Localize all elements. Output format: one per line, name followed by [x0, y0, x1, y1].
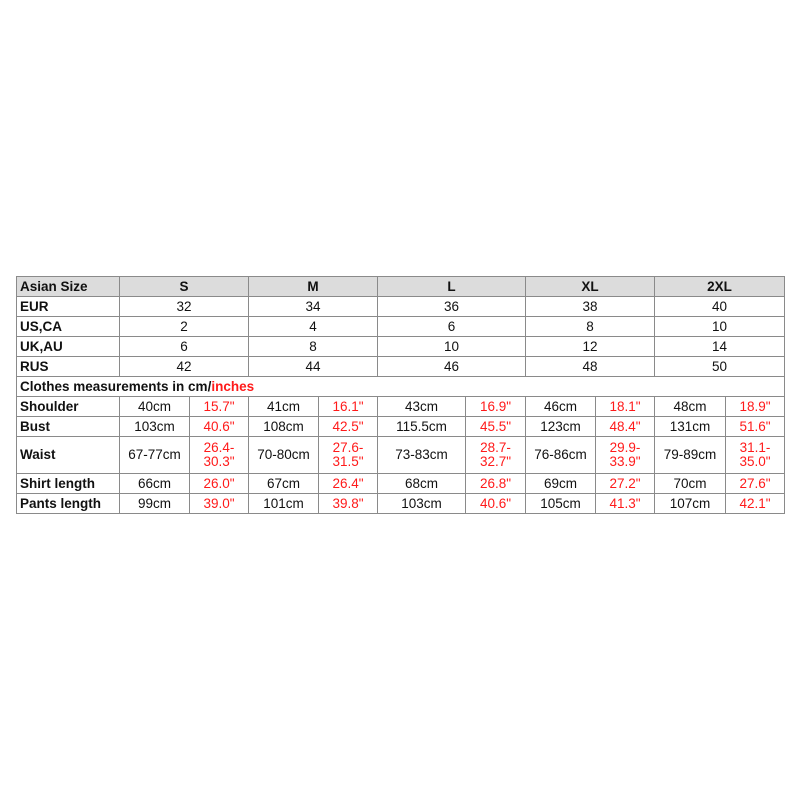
measurement-row [17, 437, 785, 474]
conversion-label: US,CA [17, 317, 120, 337]
conversion-row [17, 317, 785, 337]
conversion-value: 50 [655, 357, 785, 377]
measurement-inch-value: 28.7-32.7" [466, 437, 526, 474]
measurement-cm-value: 103cm [378, 494, 466, 514]
size-s: S [120, 277, 249, 297]
measurement-cm-value: 69cm [526, 474, 596, 494]
measurement-label: Waist [17, 437, 120, 474]
measurement-inch-value: 29.9-33.9" [596, 437, 655, 474]
measurement-cm-value: 99cm [120, 494, 190, 514]
measurement-inch-value: 48.4" [596, 417, 655, 437]
conversion-row [17, 297, 785, 317]
measurement-inch-value: 27.6-31.5" [319, 437, 378, 474]
conversion-value: 38 [526, 297, 655, 317]
conversion-value: 10 [655, 317, 785, 337]
conversion-value: 12 [526, 337, 655, 357]
conversion-value: 46 [378, 357, 526, 377]
measurement-cm-value: 101cm [249, 494, 319, 514]
conversion-value: 40 [655, 297, 785, 317]
measurement-inch-value: 40.6" [466, 494, 526, 514]
measurements-section-title [17, 377, 785, 397]
measurement-cm-value: 123cm [526, 417, 596, 437]
measurement-row [17, 417, 785, 437]
size-chart-table [16, 276, 785, 514]
measurement-rows [17, 397, 785, 514]
measurement-inch-value: 51.6" [726, 417, 785, 437]
measurement-cm-value: 131cm [655, 417, 726, 437]
conversion-value: 36 [378, 297, 526, 317]
size-m: M [249, 277, 378, 297]
measurement-cm-value: 70cm [655, 474, 726, 494]
measurement-inch-value: 41.3" [596, 494, 655, 514]
conversion-label: UK,AU [17, 337, 120, 357]
measurement-cm-value: 68cm [378, 474, 466, 494]
measurement-cm-value: 76-86cm [526, 437, 596, 474]
conversion-value: 6 [378, 317, 526, 337]
measurement-cm-value: 48cm [655, 397, 726, 417]
conversion-value: 42 [120, 357, 249, 377]
conversion-rows [17, 297, 785, 377]
measurement-inch-value: 26.4-30.3" [190, 437, 249, 474]
conversion-value: 32 [120, 297, 249, 317]
conversion-value: 10 [378, 337, 526, 357]
measurement-cm-value: 66cm [120, 474, 190, 494]
measurement-inch-value: 27.2" [596, 474, 655, 494]
conversion-row [17, 357, 785, 377]
measurement-inch-value: 45.5" [466, 417, 526, 437]
measurement-cm-value: 73-83cm [378, 437, 466, 474]
size-xl: XL [526, 277, 655, 297]
measurement-cm-value: 43cm [378, 397, 466, 417]
measurement-cm-value: 115.5cm [378, 417, 466, 437]
measurement-label: Shoulder [17, 397, 120, 417]
measurement-label: Bust [17, 417, 120, 437]
section-title-row [17, 377, 785, 397]
section-title-cm: Clothes measurements in cm/ [20, 378, 212, 394]
measurement-inch-value: 18.9" [726, 397, 785, 417]
measurement-row [17, 474, 785, 494]
conversion-value: 34 [249, 297, 378, 317]
measurement-inch-value: 31.1-35.0" [726, 437, 785, 474]
measurement-cm-value: 107cm [655, 494, 726, 514]
measurement-inch-value: 39.0" [190, 494, 249, 514]
measurement-inch-value: 42.1" [726, 494, 785, 514]
section-title-inches: inches [211, 378, 255, 394]
conversion-value: 6 [120, 337, 249, 357]
conversion-label: RUS [17, 357, 120, 377]
measurement-cm-value: 79-89cm [655, 437, 726, 474]
measurement-row [17, 494, 785, 514]
measurement-cm-value: 108cm [249, 417, 319, 437]
measurement-inch-value: 27.6" [726, 474, 785, 494]
size-2xl: 2XL [655, 277, 785, 297]
size-l: L [378, 277, 526, 297]
measurement-inch-value: 16.1" [319, 397, 378, 417]
measurement-inch-value: 26.4" [319, 474, 378, 494]
measurement-label: Pants length [17, 494, 120, 514]
measurement-cm-value: 41cm [249, 397, 319, 417]
measurement-inch-value: 18.1" [596, 397, 655, 417]
measurement-inch-value: 39.8" [319, 494, 378, 514]
size-header-row [17, 277, 785, 297]
measurement-inch-value: 26.0" [190, 474, 249, 494]
measurement-inch-value: 26.8" [466, 474, 526, 494]
measurement-label: Shirt length [17, 474, 120, 494]
measurement-cm-value: 40cm [120, 397, 190, 417]
measurement-inch-value: 40.6" [190, 417, 249, 437]
measurement-inch-value: 16.9" [466, 397, 526, 417]
conversion-value: 4 [249, 317, 378, 337]
measurement-row [17, 397, 785, 417]
measurement-inch-value: 15.7" [190, 397, 249, 417]
measurement-cm-value: 105cm [526, 494, 596, 514]
conversion-value: 8 [249, 337, 378, 357]
measurement-cm-value: 70-80cm [249, 437, 319, 474]
conversion-label: EUR [17, 297, 120, 317]
measurement-cm-value: 67cm [249, 474, 319, 494]
measurement-inch-value: 42.5" [319, 417, 378, 437]
conversion-value: 2 [120, 317, 249, 337]
asian-size-label: Asian Size [17, 277, 120, 297]
conversion-value: 48 [526, 357, 655, 377]
conversion-row [17, 337, 785, 357]
conversion-value: 44 [249, 357, 378, 377]
measurement-cm-value: 46cm [526, 397, 596, 417]
conversion-value: 8 [526, 317, 655, 337]
measurement-cm-value: 103cm [120, 417, 190, 437]
measurement-cm-value: 67-77cm [120, 437, 190, 474]
conversion-value: 14 [655, 337, 785, 357]
